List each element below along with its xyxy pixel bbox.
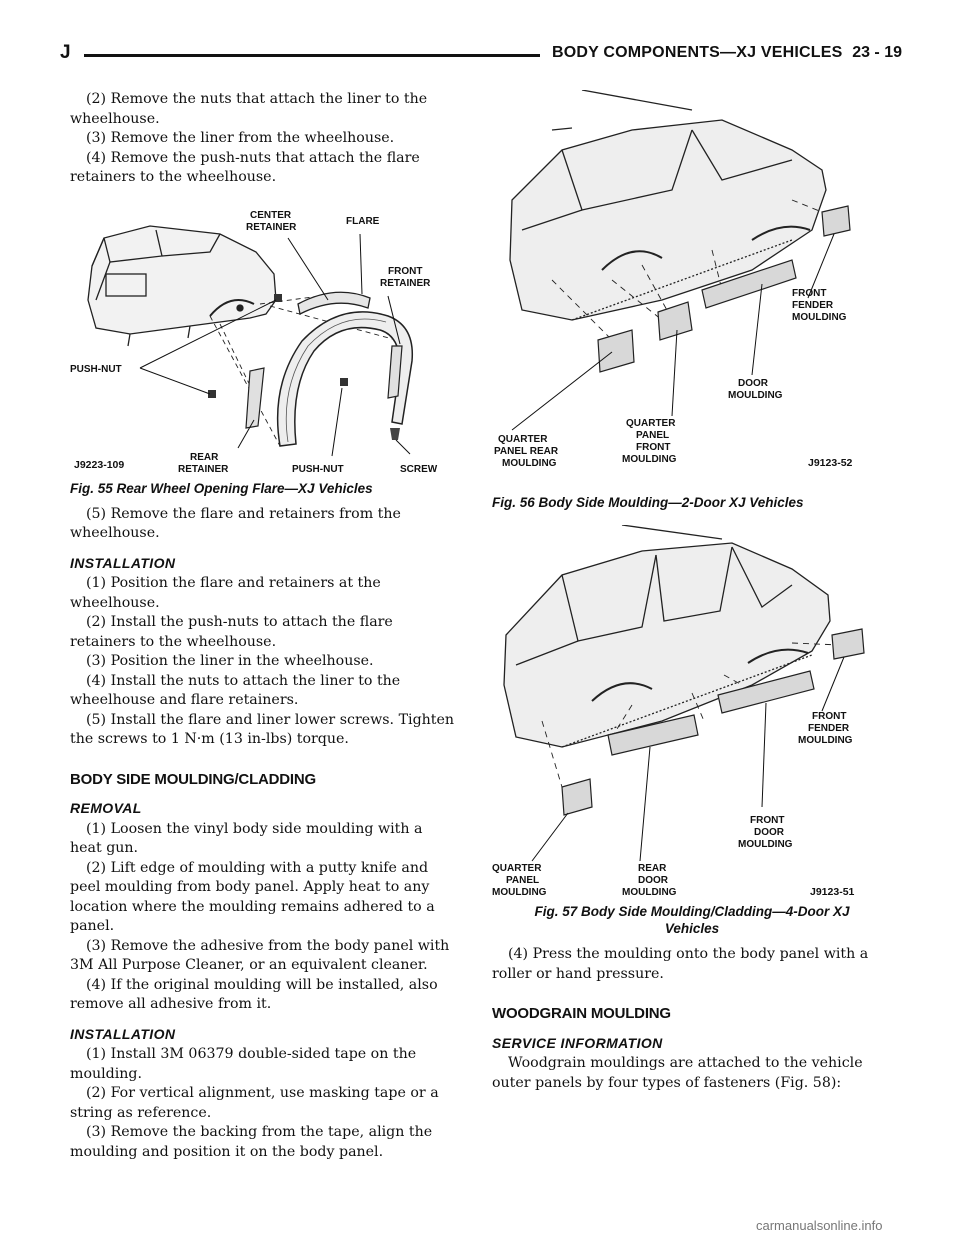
label-front-retainer: RETAINER [380, 277, 431, 289]
vehicle-2door-sketch [510, 90, 826, 320]
section-heading: WOODGRAIN MOULDING [492, 1005, 671, 1022]
fig57-illustration [492, 525, 892, 899]
page-header [60, 42, 902, 70]
label-quarter-panel-rear-moulding: QUARTER [498, 434, 548, 445]
section-heading: BODY SIDE MOULDING/CLADDING [70, 770, 316, 788]
step-text: (4) Install the nuts to attach the liner to the wheelhouse and flare retainers. [70, 672, 401, 708]
label-rear-door-moulding: REAR [638, 863, 667, 874]
figure-caption: Fig. 56 Body Side Moulding—2-Door XJ Vehicles [492, 495, 804, 510]
center-retainer [298, 292, 370, 314]
step-text: (3) Position the liner in the wheelhouse. [86, 653, 374, 669]
step-text: (2) For vertical alignment, use masking tape or a string as reference. [70, 1085, 439, 1121]
subsection-heading: SERVICE INFORMATION [492, 1034, 663, 1051]
label-flare: FLARE [346, 215, 380, 227]
subsection-heading: REMOVAL [70, 800, 142, 816]
label-front-fender-moulding: FRONT [812, 711, 847, 722]
label-front-door-moulding: DOOR [754, 827, 784, 838]
front-fender-moulding [822, 206, 850, 236]
label-front-fender-moulding: MOULDING [792, 312, 847, 323]
label-rear-retainer: REAR [190, 451, 219, 463]
step-text: (1) Position the flare and retainers at the wheelhouse. [70, 575, 381, 611]
step-text: (4) Press the moulding onto the body panel with a roller or hand pressure. [492, 946, 869, 982]
label-quarter-panel-rear-moulding: MOULDING [502, 458, 557, 469]
step-text: (1) Loosen the vinyl body side moulding with a heat gun. [70, 820, 423, 856]
step-text: (3) Remove the liner from the wheelhouse. [86, 130, 395, 146]
step-text: (2) Lift edge of moulding with a putty knife and peel moulding from body panel. Apply heat to any location where the moulding remains adhered to a panel. [70, 859, 435, 934]
rear-retainer [246, 368, 264, 428]
label-quarter-panel-moulding: PANEL [506, 875, 540, 886]
label-rear-retainer: RETAINER [178, 463, 229, 475]
label-quarter-panel-front-moulding: MOULDING [622, 454, 677, 465]
figure-55 [70, 196, 458, 497]
figure-ref: J9123-52 [808, 457, 853, 469]
label-quarter-panel-rear-moulding: PANEL REAR [494, 446, 559, 457]
page-number: 23 - 19 [852, 44, 902, 61]
figure-caption-line: Vehicles [664, 921, 720, 936]
header-letter: J [60, 42, 71, 63]
figure-ref: J9223-109 [74, 458, 125, 471]
quarter-panel-front-moulding [658, 302, 692, 340]
label-quarter-panel-moulding: MOULDING [492, 887, 547, 898]
figure-ref: J9123-51 [810, 886, 855, 898]
label-front-fender-moulding: FENDER [808, 723, 850, 734]
header-title: BODY COMPONENTS—XJ VEHICLES [552, 44, 843, 61]
label-front-door-moulding: MOULDING [738, 839, 793, 850]
figure-56 [492, 90, 892, 511]
label-rear-door-moulding: DOOR [638, 875, 668, 886]
label-rear-door-moulding: MOULDING [622, 887, 677, 898]
label-front-fender-moulding: FENDER [792, 300, 834, 311]
step-text: (2) Remove the nuts that attach the liner to the wheelhouse. [70, 91, 428, 127]
figure-caption [492, 903, 892, 937]
fig55-illustration [70, 196, 458, 476]
step-text: (2) Install the push-nuts to attach the flare retainers to the wheelhouse. [70, 614, 393, 650]
step-text: (3) Remove the adhesive from the body panel with 3M All Purpose Cleaner, or an equivalent cleaner. [70, 937, 450, 973]
label-front-fender-moulding: FRONT [792, 288, 827, 299]
front-fender-moulding [832, 629, 864, 659]
label-front-door-moulding: FRONT [750, 815, 785, 826]
figure-57 [492, 525, 892, 937]
label-front-retainer: FRONT [388, 265, 423, 277]
fig56-illustration [492, 90, 892, 490]
label-push-nut: PUSH-NUT [292, 463, 344, 475]
label-screw: SCREW [400, 463, 438, 475]
label-center-retainer: RETAINER [246, 221, 297, 233]
quarter-panel-moulding [562, 779, 592, 815]
step-text: (4) Remove the push-nuts that attach the flare retainers to the wheelhouse. [70, 149, 420, 185]
header-rule [84, 54, 540, 57]
label-door-moulding: MOULDING [728, 390, 783, 401]
step-text: (3) Remove the backing from the tape, align the moulding and position it on the body panel. [70, 1124, 433, 1160]
step-text: (5) Install the flare and liner lower screws. Tighten the screws to 1 N·m (13 in-lbs) torque. [70, 711, 455, 747]
label-front-fender-moulding: MOULDING [798, 735, 853, 746]
label-center-retainer: CENTER [250, 209, 292, 221]
label-push-nut: PUSH-NUT [70, 363, 122, 375]
subsection-heading: INSTALLATION [70, 1025, 176, 1042]
label-quarter-panel-moulding: QUARTER [492, 863, 542, 874]
figure-caption-line: Fig. 57 Body Side Moulding/Cladding—4-Door XJ [534, 904, 850, 919]
label-door-moulding: DOOR [738, 378, 768, 389]
vehicle-4door-sketch [504, 525, 830, 747]
right-column [492, 90, 892, 1093]
label-quarter-panel-front-moulding: FRONT [636, 442, 671, 453]
subsection-heading: INSTALLATION [70, 554, 176, 571]
label-quarter-panel-front-moulding: PANEL [636, 430, 670, 441]
vehicle-rear-sketch [88, 226, 276, 346]
left-column [70, 90, 458, 1162]
step-text: (5) Remove the flare and retainers from the wheelhouse. [70, 505, 401, 541]
body-text: Woodgrain mouldings are attached to the vehicle outer panels by four types of fasteners (Fig. 58): [492, 1055, 863, 1091]
quarter-panel-rear-moulding [598, 330, 634, 372]
step-text: (1) Install 3M 06379 double-sided tape on the moulding. [70, 1046, 417, 1082]
label-quarter-panel-front-moulding: QUARTER [626, 418, 676, 429]
watermark-text: carmanualsonline.info [756, 1218, 883, 1233]
step-text: (4) If the original moulding will be installed, also remove all adhesive from it. [70, 976, 438, 1012]
figure-caption: Fig. 55 Rear Wheel Opening Flare—XJ Vehicles [70, 480, 373, 496]
